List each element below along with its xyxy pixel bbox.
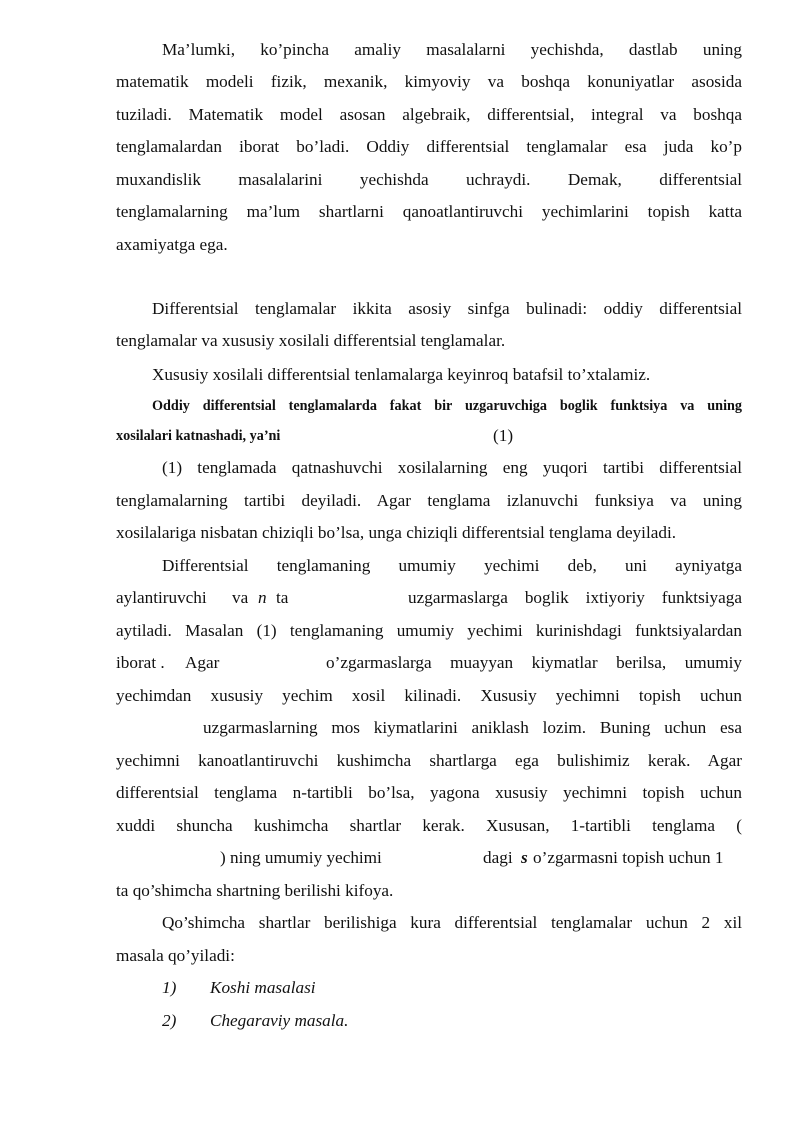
paragraph-1-line-3: tuziladi. Matematik model asosan algebraik, differentsial, integral va boshqa: [116, 105, 742, 124]
paragraph-5-line-2-n: n: [258, 588, 267, 607]
paragraph-6-line-2: masala qo’yiladi:: [116, 946, 235, 965]
paragraph-5-line-8: differentsial tenglama n-tartibli bo’lsa, yagona xususiy yechimni topish uchun: [116, 783, 742, 802]
paragraph-6-line-1: Qo’shimcha shartlar berilishiga kura differentsial tenglamalar uchun 2 xil: [162, 913, 742, 932]
list-item-1-number: 1): [162, 978, 177, 997]
paragraph-1-line-4: tenglamalardan iborat bo’ladi. Oddiy differentsial tenglamalar esa juda ko’p: [116, 137, 742, 156]
equation-number: (1): [493, 426, 514, 445]
bold-paragraph-line-1: Oddiy differentsial tenglamalarda fakat bir uzgaruvchiga boglik funktsiya va uning: [152, 398, 742, 414]
paragraph-5-line-1: Differentsial tenglamaning umumiy yechimi deb, uni ayniyatga: [162, 556, 742, 575]
paragraph-5-line-10-part-c: o’zgarmasni topish uchun 1: [533, 848, 724, 867]
paragraph-5-line-4-part-b: Agar: [185, 653, 220, 672]
paragraph-5-line-2-part-c: ta: [276, 588, 289, 607]
paragraph-5-line-5: yechimdan xususiy yechim xosil kilinadi. Xususiy yechimni topish uchun: [116, 686, 742, 705]
paragraph-5-line-7: yechimni kanoatlantiruvchi kushimcha shartlarga ega bulishimiz kerak. Agar: [116, 751, 742, 770]
paragraph-5-line-3: aytiladi. Masalan (1) tenglamaning umumiy yechimi kurinishdagi funktsiyalardan: [116, 621, 742, 640]
bold-paragraph-line-2: xosilalari katnashadi, ya’ni: [116, 428, 281, 444]
paragraph-1-line-2: matematik modeli fizik, mexanik, kimyoviy va boshqa konuniyatlar asosida: [116, 72, 742, 91]
paragraph-3: Xususiy xosilali differentsial tenlamalarga keyinroq batafsil to’xtalamiz.: [152, 365, 651, 384]
paragraph-1-line-1: Ma’lumki, ko’pincha amaliy masalalarni yechishda, dastlab uning: [162, 40, 742, 59]
list-item-1-text: Koshi masalasi: [210, 978, 316, 997]
list-item-2-text: Chegaraviy masala.: [210, 1011, 349, 1030]
paragraph-4-line-2: tenglamalarning tartibi deyiladi. Agar tenglama izlanuvchi funksiya va uning: [116, 491, 742, 510]
paragraph-5-line-2-part-d: uzgarmaslarga boglik ixtiyoriy funktsiyaga: [408, 588, 742, 607]
paragraph-5-line-2-part-b: va: [232, 588, 249, 607]
paragraph-5-line-10-part-b: dagi: [483, 848, 513, 867]
list-item-2-number: 2): [162, 1011, 177, 1030]
paragraph-1-line-5: muxandislik masalalarini yechishda uchraydi. Demak, differentsial: [116, 170, 742, 189]
paragraph-4-line-3: xosilalariga nisbatan chiziqli bo’lsa, unga chiziqli differentsial tenglama deyiladi.: [116, 523, 677, 542]
paragraph-1-line-7: axamiyatga ega.: [116, 235, 228, 254]
paragraph-5-line-10-s: s: [521, 848, 528, 867]
paragraph-2-line-1: Differentsial tenglamalar ikkita asosiy sinfga bulinadi: oddiy differentsial: [152, 299, 742, 318]
paragraph-5-line-6: uzgarmaslarning mos kiymatlarini aniklash lozim. Buning uchun esa: [203, 718, 742, 737]
paragraph-5-line-4-part-a: iborat .: [116, 653, 165, 672]
paragraph-1-line-6: tenglamalarning ma’lum shartlarni qanoatlantiruvchi yechimlarini topish katta: [116, 202, 742, 221]
paragraph-4-line-1: (1) tenglamada qatnashuvchi xosilalarning eng yuqori tartibi differentsial: [162, 458, 742, 477]
paragraph-5-line-11: ta qo’shimcha shartning berilishi kifoya.: [116, 881, 394, 900]
paragraph-5-line-9: xuddi shuncha kushimcha shartlar kerak. Xususan, 1-tartibli tenglama (: [116, 816, 742, 835]
paragraph-5-line-4-part-c: o’zgarmaslarga muayyan kiymatlar berilsa, umumiy: [326, 653, 742, 672]
paragraph-5-line-10-part-a: ) ning umumiy yechimi: [220, 848, 382, 867]
paragraph-2-line-2: tenglamalar va xususiy xosilali differentsial tenglamalar.: [116, 331, 506, 350]
paragraph-5-line-2-part-a: aylantiruvchi: [116, 588, 207, 607]
